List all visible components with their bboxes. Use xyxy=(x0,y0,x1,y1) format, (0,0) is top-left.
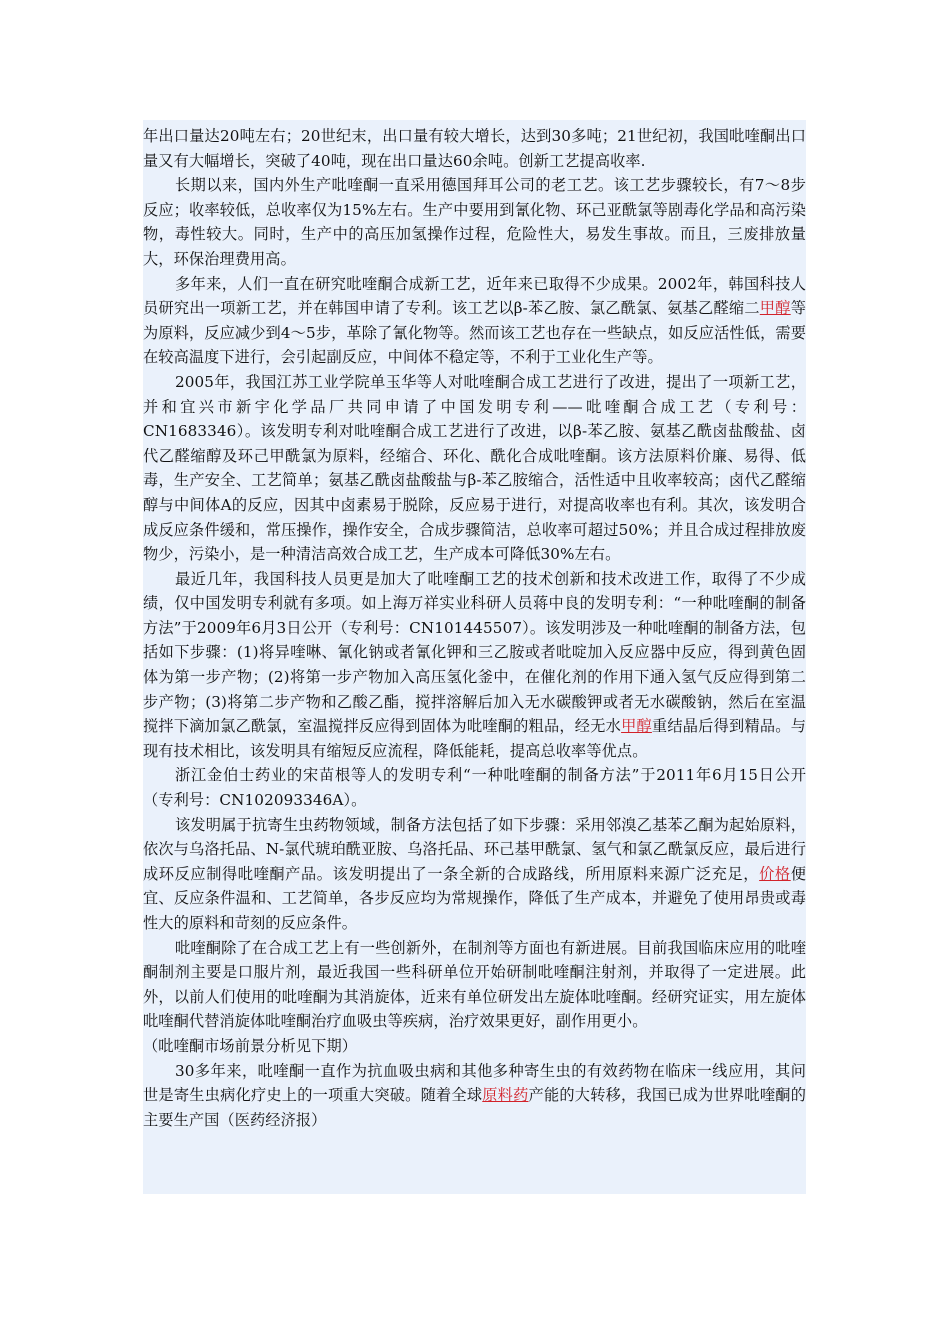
paragraph-text: 多年来，人们一直在研究吡喹酮合成新工艺，近年来已取得不少成果。2002年，韩国科技人员研究出一项新工艺，并在韩国申请了专利。该工艺以β-苯乙胺、氯乙酰氯、氨基乙醛缩二 xyxy=(143,274,806,318)
paragraph-text: 重结晶后得到精品。与现有技术相比，该发明具有缩短反应流程，降低能耗，提高总收率等优点。 xyxy=(143,717,807,760)
keyword-link-methanol[interactable]: 甲醇 xyxy=(621,717,652,736)
paragraph-text: 等为原料，反应减少到4～5步，革除了氰化物等。然而该工艺也存在一些缺点，如反应活性低，需要在较高温度下进行，会引起副反应，中间体不稳定等，不利于工业化生产等。 xyxy=(143,299,806,367)
paragraph-next-issue-note: （吡喹酮市场前景分析见下期） xyxy=(143,1036,358,1055)
paragraph-jiangsu-patent: 2005年，我国江苏工业学院单玉华等人对吡喹酮合成工艺进行了改进，提出了一项新工艺，并和宜兴市新宇化学品厂共同申请了中国发明专利——吡喹酮合成工艺（专利号：CN1683346）。该发明专利对吡喹酮合成工艺进行了改进，以β-苯乙胺、氨基乙酰卤盐酸盐、卤代乙醛缩醇及环己甲酰氯为原料，经缩合、环化、酰化合成吡喹酮。该方法原料价廉、易得、低毒，生产安全、工艺简单；氨基乙酰卤盐酸盐与β-苯乙胺缩合，活性适中且收率较高；卤代乙醛缩醇与中间体A的反应，因其中卤素易于脱除，反应易于进行，对提高收率也有利。其次，该发明合成反应条件缓和，常压操作，操作安全，合成步骤简洁，总收率可超过50%；并且合成过程排放废物少，污染小，是一种清洁高效合成工艺，生产成本可降低30%左右。 xyxy=(143,372,806,564)
paragraph-text: 30多年来，吡喹酮一直作为抗血吸虫病和其他多种寄生虫的有效药物在临床一线应用，其问世是寄生虫病化疗史上的一项重大突破。随着全球 xyxy=(143,1061,806,1105)
paragraph-text: 该发明属于抗寄生虫药物领域，制备方法包括了如下步骤：采用邻溴乙基苯乙酮为起始原料，依次与乌洛托品、N-氯代琥珀酰亚胺、乌洛托品、环己基甲酰氯、氢气和氯乙酰氯反应，最后进行成环反应制得吡喹酮产品。该发明提出了一条全新的合成路线，所用原料来源广泛充足， xyxy=(143,815,806,883)
paragraph-invention-steps xyxy=(143,813,806,936)
paragraph-text: 便宜、反应条件温和、工艺简单，各步反应均为常规操作，降低了生产成本，并避免了使用昂贵或毒性大的原料和苛刻的反应条件。 xyxy=(143,864,807,932)
keyword-link-api[interactable]: 原料药 xyxy=(482,1086,529,1105)
keyword-link-methanol[interactable]: 甲醇 xyxy=(759,299,791,318)
paragraph-korea-process xyxy=(143,272,806,370)
paragraph-export-volume: 年出口量达20吨左右；20世纪末，出口量有较大增长，达到30多吨；21世纪初，我国吡喹酮出口量又有大幅增长，突破了40吨，现在出口量达60余吨。创新工艺提高收率. xyxy=(143,127,806,170)
paragraph-zhejiang-patent: 浙江金伯士药业的宋苗根等人的发明专利“一种吡喹酮的制备方法”于2011年6月15日公开（专利号：CN102093346A）。 xyxy=(143,766,806,810)
paragraph-old-process: 长期以来，国内外生产吡喹酮一直采用德国拜耳公司的老工艺。该工艺步骤较长，有7～8步反应；收率较低，总收率仅为15%左右。生产中要用到氰化物、环己亚酰氯等剧毒化学品和高污染物，毒性较大。同时，生产中的高压加氢操作过程，危险性大，易发生事故。而且，三废排放量大，环保治理费用高。 xyxy=(143,176,806,268)
document-body xyxy=(143,120,806,1194)
paragraph-closing xyxy=(143,1059,806,1133)
keyword-link-price[interactable]: 价格 xyxy=(759,864,791,883)
paragraph-shanghai-patent xyxy=(143,567,806,764)
paragraph-formulation-progress: 吡喹酮除了在合成工艺上有一些创新外，在制剂等方面也有新进展。目前我国临床应用的吡喹酮制剂主要是口服片剂，最近我国一些科研单位开始研制吡喹酮注射剂，并取得了一定进展。此外，以前人们使用的吡喹酮为其消旋体，近来有单位研发出左旋体吡喹酮。经研究证实，用左旋体吡喹酮代替消旋体吡喹酮治疗血吸虫等疾病，治疗效果更好，副作用更小。 xyxy=(143,938,806,1031)
paragraph-text: 产能的大转移，我国已成为世界吡喹酮的主要生产国（医药经济报） xyxy=(143,1086,806,1129)
paragraph-text: 最近几年，我国科技人员更是加大了吡喹酮工艺的技术创新和技术改进工作，取得了不少成绩，仅中国发明专利就有多项。如上海万祥实业科研人员蒋中良的发明专利：“一种吡喹酮的制备方法”于2009年6月3日公开（专利号：CN101445507）。该发明涉及一种吡喹酮的制备方法，包括如下步骤：(1)将异喹啉、氰化钠或者氰化钾和三乙胺或者吡啶加入反应器中反应，得到黄色固体为第一步产物；(2)将第一步产物加入高压氢化釜中，在催化剂的作用下通入氢气反应得到第二步产物；(3)将第二步产物和乙酸乙酯，搅拌溶解后加入无水碳酸钾或者无水碳酸钠，然后在室温搅拌下滴加氯乙酰氯，室温搅拌反应得到固体为吡喹酮的粗品，经无水 xyxy=(143,569,806,736)
